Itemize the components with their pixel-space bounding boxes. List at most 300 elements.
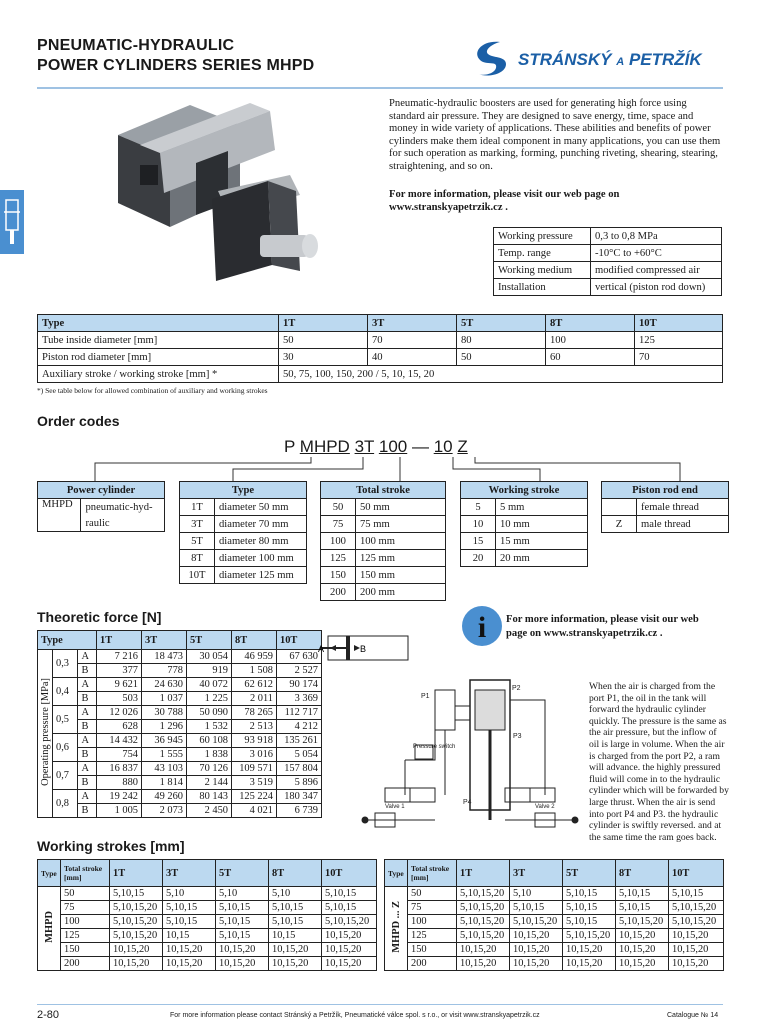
cell: 7 216 [97,650,142,664]
cell: 10,15,20 [216,943,269,957]
code-working-stroke: 10 [433,437,453,456]
cell: 10,15 [269,929,322,943]
cell: 125 [408,929,457,943]
cell: 19 242 [97,790,142,804]
table-row [321,550,446,567]
cell: 15 mm [496,533,588,550]
cell: 125 [635,332,723,349]
cell: 43 103 [142,762,187,776]
table-row [38,678,322,692]
cell-desc: pneumatic-hyd- [81,499,165,516]
row-a: A [78,706,97,720]
pressure-cell: 0,4 [53,678,78,706]
type-table-header [38,315,723,332]
cell: 60 108 [187,734,232,748]
row-b: B [78,692,97,706]
cell [602,499,637,516]
cell: 60 [546,349,635,366]
cell: 5,10,15 [110,887,163,901]
code-type: 3T [354,437,375,456]
spec-table [493,227,722,296]
cell: 5,10 [510,887,563,901]
cell: 10,15,20 [269,943,322,957]
row-a: A [78,790,97,804]
power-cylinder-header: Power cylinder [38,482,165,499]
table-header [461,482,588,499]
page-title-line1: PNEUMATIC-HYDRAULIC [37,37,235,54]
cell: diameter 100 mm [215,550,307,567]
more-info-text [389,188,724,214]
cell: 10,15,20 [322,957,377,971]
cell: 16 837 [97,762,142,776]
cell: 10,15 [163,929,216,943]
code-total-stroke: 100 [378,437,408,456]
cell: 150 [408,943,457,957]
cell: 150 [321,567,356,584]
cell: 93 918 [232,734,277,748]
pressure-cell: 0,6 [53,734,78,762]
th-3t: 3T [163,860,216,887]
table-row [38,804,322,818]
table-row [461,499,588,516]
side-section-tab [0,190,24,254]
cell: 2 450 [187,804,232,818]
table-row [38,901,377,915]
th-5t: 5T [563,860,616,887]
cell: 1 296 [142,720,187,734]
section-heading-theoretic-force: Theoretic force [N] [37,609,162,625]
cylinder-tab-icon [0,190,24,254]
cell: 919 [187,664,232,678]
spec-label: Working pressure [494,228,591,245]
section-heading-working-strokes: Working strokes [mm] [37,838,185,854]
label-p3: P3 [513,733,522,740]
th-1t: 1T [457,860,510,887]
pressure-cell: 0,3 [53,650,78,678]
cell: 62 612 [232,678,277,692]
cell: 10,15,20 [563,957,616,971]
cylinder-ab-symbol [314,630,414,666]
cell: 5,10,15 [563,887,616,901]
cell: 150 mm [356,567,446,584]
code-series: MHPD [299,437,350,456]
cell: 2 513 [232,720,277,734]
th-8t: 8T [232,631,277,650]
logo-small: A [616,56,625,68]
cell: 80 143 [187,790,232,804]
cylinder-label-a: A [318,644,325,654]
table-row [461,516,588,533]
cell: 30 054 [187,650,232,664]
cell: 5,10 [216,887,269,901]
th-10t: 10T [322,860,377,887]
cell: 30 [279,349,368,366]
cell: 1 555 [142,748,187,762]
cell: 10,15,20 [669,943,724,957]
cell: 5,10,15 [163,901,216,915]
cell: 5T [180,533,215,550]
cell: 5,10,15,20 [510,915,563,929]
cell: 24 630 [142,678,187,692]
cell: 10,15,20 [163,943,216,957]
cell: 5,10,15,20 [457,915,510,929]
cell: 3 016 [232,748,277,762]
cell: 100 [61,915,110,929]
cell: 200 mm [356,584,446,601]
power-cylinder-table [37,481,165,532]
spec-label: Working medium [494,262,591,279]
cell: 6 739 [277,804,322,818]
th-10t: 10T [277,631,322,650]
cell: 1 037 [142,692,187,706]
cell: 5,10,15 [616,887,669,901]
type-side-label: MHPD ... Z [390,901,402,953]
cell: 4 212 [277,720,322,734]
spec-row [494,279,722,296]
cell: 5,10,15,20 [669,915,724,929]
cell: 5,10,15,20 [110,915,163,929]
working-strokes-table-mhpd-z [384,859,724,971]
cell: 10,15,20 [669,957,724,971]
table-row [38,748,322,762]
cell: 10,15,20 [669,929,724,943]
cell: 10,15,20 [510,943,563,957]
cell: 10 mm [496,516,588,533]
table-row [602,499,729,516]
type-code-table [179,481,307,584]
cell: 880 [97,776,142,790]
cell: female thread [637,499,729,516]
th-3t: 3T [368,315,457,332]
row-b: B [78,776,97,790]
cell: 5,10,15 [322,887,377,901]
cell: 50 [321,499,356,516]
th-total: Total stroke [mm] [408,860,457,887]
cell: 10,15,20 [216,957,269,971]
cell: 10,15,20 [322,943,377,957]
intro-paragraph [389,98,724,174]
row-b: B [78,804,97,818]
cell: 70 [368,332,457,349]
cell: 5,10,15 [322,901,377,915]
section-heading-order-codes: Order codes [37,413,120,429]
cell: 200 [321,584,356,601]
type-header: Type [180,482,307,499]
cell: 15 [461,533,496,550]
cell: 70 [635,349,723,366]
cell: 2 527 [277,664,322,678]
row-b: B [78,664,97,678]
cell: 754 [97,748,142,762]
spec-value: -10°C to +60°C [591,245,722,262]
cell: 5 054 [277,748,322,762]
cell: 5,10,15 [563,915,616,929]
info-link[interactable]: page on www.stranskyapetrzik.cz . [506,628,663,639]
th-10t: 10T [669,860,724,887]
theoretic-force-table [37,630,325,818]
cell: 5,10,15 [269,915,322,929]
table-row [38,887,377,901]
cell: 75 mm [356,516,446,533]
th-5t: 5T [216,860,269,887]
cell: 377 [97,664,142,678]
cell: 5,10,15 [669,887,724,901]
table-row [38,366,723,383]
type-table [37,314,723,383]
table-row [461,533,588,550]
th-5t: 5T [187,631,232,650]
row-b: B [78,748,97,762]
working-stroke-header: Working stroke [461,482,588,499]
cell: 5,10,15,20 [563,929,616,943]
cell: 100 [321,533,356,550]
cell: 5,10,15,20 [110,929,163,943]
logo-main: STRÁNSKÝ [518,50,612,69]
cell: 135 261 [277,734,322,748]
cell: 50, 75, 100, 150, 200 / 5, 10, 15, 20 [279,366,723,383]
cell: 1 508 [232,664,277,678]
cell: 10 [461,516,496,533]
table-row [180,533,307,550]
cell: 80 [457,332,546,349]
cell: 10,15,20 [457,943,510,957]
table-row [385,957,724,971]
pressure-cell: 0,7 [53,762,78,790]
cell: 50 [61,887,110,901]
total-stroke-header: Total stroke [321,482,446,499]
table-header [38,482,165,499]
catalogue-number: Catalogue № 14 [667,1012,719,1019]
th-8t: 8T [616,860,669,887]
cell: 1 838 [187,748,232,762]
cell: 150 [61,943,110,957]
table-row [38,349,723,366]
cell: 5,10,15 [510,901,563,915]
cell: Z [602,516,637,533]
row-label: Piston rod diameter [mm] [38,349,279,366]
table-row [321,499,446,516]
cell: 125 [61,929,110,943]
axis-label-cell [38,650,53,818]
cell: 5,10,15,20 [616,915,669,929]
spec-label: Temp. range [494,245,591,262]
table-row [321,516,446,533]
cell: 50 090 [187,706,232,720]
cell: 5,10,15,20 [110,901,163,915]
cell: male thread [637,516,729,533]
working-stroke-code-table [460,481,588,567]
cell: 20 [461,550,496,567]
table-header [38,631,322,650]
th-type: Type [38,631,97,650]
cell: 3 519 [232,776,277,790]
cell: 778 [142,664,187,678]
table-row [38,957,377,971]
row-a: A [78,678,97,692]
spec-value: modified compressed air [591,262,722,279]
code-prefix: P [284,437,296,456]
product-photo [100,95,330,285]
footer-divider [37,1004,723,1005]
company-logo-icon [470,38,514,78]
cell: 5,10,15,20 [322,915,377,929]
table-row [180,499,307,516]
cell: 10,15,20 [457,957,510,971]
cell: 112 717 [277,706,322,720]
row-a: A [78,650,97,664]
cylinder-label-b: B [360,644,367,654]
cell: 2 011 [232,692,277,706]
cell: 78 265 [232,706,277,720]
cell: 67 630 [277,650,322,664]
table-row [385,901,724,915]
cell: diameter 70 mm [215,516,307,533]
table-row [461,550,588,567]
cell: 1T [180,499,215,516]
table-row [180,516,307,533]
cell: 30 788 [142,706,187,720]
spec-label: Installation [494,279,591,296]
table-row [38,790,322,804]
cell: 10,15,20 [616,943,669,957]
cell: 125 [321,550,356,567]
th-total: Total stroke [mm] [61,860,110,887]
pressure-cell: 0,5 [53,706,78,734]
th-1t: 1T [110,860,163,887]
cell: 5,10,15 [216,901,269,915]
cell: 125 224 [232,790,277,804]
info-line1: For more information, please visit our web [506,614,699,625]
cell: 3T [180,516,215,533]
code-rod-end: Z [457,437,468,456]
piston-rod-end-table [601,481,729,533]
cell-desc: raulic [81,515,165,532]
cell: 5 [461,499,496,516]
table-row [38,332,723,349]
table-row [38,929,377,943]
cell: 100 [546,332,635,349]
table-row [180,567,307,584]
cell: diameter 125 mm [215,567,307,584]
header-divider [37,87,723,89]
company-logo-text [518,50,702,70]
cell: 9 621 [97,678,142,692]
table-row [385,943,724,957]
cell: diameter 80 mm [215,533,307,550]
type-side-label: MHPD [43,911,55,943]
cell: 46 959 [232,650,277,664]
row-b: B [78,720,97,734]
cell: 5,10,15,20 [669,901,724,915]
cell: 5,10,15,20 [457,901,510,915]
footer-contact: For more information please contact Stránský a Petržík, Pneumatické válce spol. s r.o., or visit www.stranskyapetrzik.cz [170,1012,540,1019]
table-row [38,734,322,748]
cell: 125 mm [356,550,446,567]
page-number: 2-80 [37,1009,60,1021]
th-10t: 10T [635,315,723,332]
row-a: A [78,734,97,748]
table-header [321,482,446,499]
table-header [180,482,307,499]
order-code-example [284,437,468,457]
label-p4: P4 [463,799,472,806]
diagram-description: When the air is charged from the port P1, the oil in the tank will forward the hydraulic cylinder quickly. The pressure is the same as the air pressure, but the inflow of oil is large in volume. When the air is charged from the port P2, a ram will advance. the highly pressured fluid will come in to the hydraulic cylinder which will be forwarded by large thrust. When the air is send into port P4 and P3. the hydraulic cylinder is swiftly reversed. and at the same time the ram goes back. [589,681,729,843]
th-5t: 5T [457,315,546,332]
cell: 5 mm [496,499,588,516]
cell: 5,10 [163,887,216,901]
table-row [321,533,446,550]
cell: 5,10,15,20 [457,887,510,901]
working-strokes-table-mhpd [37,859,377,971]
cell-code: MHPD [38,499,81,532]
cell: 5,10,15 [269,901,322,915]
cell: 503 [97,692,142,706]
type-side-cell [38,887,61,971]
cell: 75 [61,901,110,915]
total-stroke-table [320,481,446,601]
spec-value: vertical (piston rod down) [591,279,722,296]
cell: 1 814 [142,776,187,790]
th-type: Type [38,860,61,887]
cell: 180 347 [277,790,322,804]
spec-row [494,262,722,279]
cell: 90 174 [277,678,322,692]
table-row [38,776,322,790]
more-info-link[interactable]: www.stranskyapetrzik.cz . [389,202,508,213]
cell: 10,15,20 [616,957,669,971]
footnote: *) See table below for allowed combination of auxiliary and working strokes [37,386,268,395]
cell: 20 mm [496,550,588,567]
cell: 50 [457,349,546,366]
cell: 2 144 [187,776,232,790]
cell: 1 225 [187,692,232,706]
cell: 3 369 [277,692,322,706]
info-icon: i [462,606,502,646]
cell: 12 026 [97,706,142,720]
th-8t: 8T [269,860,322,887]
cell: 14 432 [97,734,142,748]
label-p1: P1 [421,693,430,700]
axis-label: Operating pressure [MPa] [39,678,51,786]
spec-value: 0,3 to 0,8 MPa [591,228,722,245]
cell: 70 126 [187,762,232,776]
label-valve1: Valve 1 [385,804,405,810]
spec-row [494,228,722,245]
cell: 50 [408,887,457,901]
cell: 10,15,20 [616,929,669,943]
cell: 109 571 [232,762,277,776]
cell: 10,15,20 [110,943,163,957]
cell: 5 896 [277,776,322,790]
row-a: A [78,762,97,776]
cell: 5,10,15 [216,915,269,929]
th-1t: 1T [97,631,142,650]
cell: 5,10,15 [563,901,616,915]
cell: 200 [408,957,457,971]
cell: 5,10 [269,887,322,901]
cell: 10,15,20 [322,929,377,943]
table-row [38,720,322,734]
cell: diameter 50 mm [215,499,307,516]
cell: 10,15,20 [510,957,563,971]
row-label: Auxiliary stroke / working stroke [mm] * [38,366,279,383]
cell: 8T [180,550,215,567]
table-row [38,915,377,929]
cell: 1 532 [187,720,232,734]
th-1t: 1T [279,315,368,332]
cell: 49 260 [142,790,187,804]
spec-row [494,245,722,262]
